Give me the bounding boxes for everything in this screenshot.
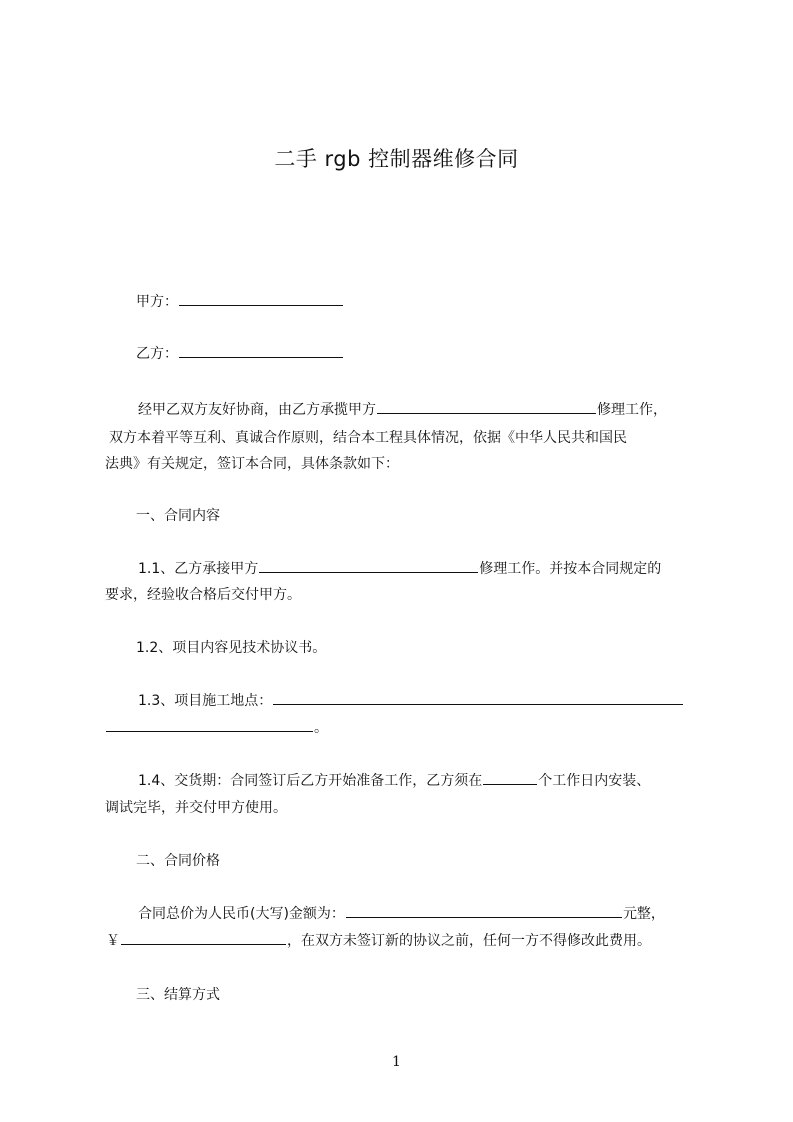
intro-line-3: 法典》有关规定，签订本合同，具体条款如下： [105,456,399,472]
clause-1-1-blank [259,558,478,573]
clause-1-3-text: 1.3、项目施工地点： [138,693,273,709]
section-1-heading: 一、合同内容 [136,508,220,524]
section-3-heading: 三、结算方式 [136,987,220,1003]
clause-1-1-text-a: 1.1、乙方承接甲方 [138,561,259,577]
clause-1-3-line-2 [105,715,715,741]
clause-1-4-days-blank [483,770,537,785]
price-words-blank [346,903,622,918]
clause-1-3-line-1 [138,688,748,714]
clause-1-4-text-a: 1.4、交货期：合同签订后乙方开始准备工作，乙方须在 [138,773,483,789]
clause-1-1-line-2: 要求，经验收合格后交付甲方。 [105,587,301,603]
clause-1-4-line-2: 调试完毕，并交付甲方使用。 [105,800,287,816]
intro-line-1 [138,397,748,423]
intro-text-1a: 经甲乙双方友好协商，由乙方承揽甲方 [138,402,376,418]
page-number: 1 [392,1054,401,1070]
price-line-2 [106,928,716,954]
clause-1-1-line-1 [138,556,748,582]
intro-text-1b: 修理工作， [597,402,667,418]
price-text-a: 合同总价为人民币(大写)金额为： [138,906,345,922]
price-text-c: ，在双方未签订新的协议之前，任何一方不得修改此费用。 [287,933,651,949]
party-a-label: 甲方： [136,294,178,310]
clause-1-3-blank-1 [273,690,683,705]
clause-1-4-line-1 [138,768,748,794]
clause-1-4-text-b: 个工作日内安装、 [538,773,651,789]
party-a-blank [179,291,343,306]
price-yuan-symbol: ￥ [106,933,120,949]
price-number-blank [121,930,286,945]
clause-1-1-text-b: 修理工作。并按本合同规定的 [479,561,662,577]
price-line-1 [138,901,748,927]
clause-1-2: 1.2、项目内容见技术协议书。 [136,640,327,656]
document-title: 二手 rgb 控制器维修合同 [274,147,519,171]
clause-1-3-blank-2 [106,717,313,732]
intro-project-blank [377,399,596,414]
clause-1-3-end: 。 [314,720,328,736]
party-b-line [136,341,746,367]
intro-line-2: 双方本着平等互利、真诚合作原则，结合本工程具体情况，依据《中华人民共和国民 [109,430,627,446]
price-text-b: 元整， [622,906,665,922]
party-b-blank [179,343,343,358]
section-2-heading: 二、合同价格 [136,853,220,869]
party-a-line [136,289,746,315]
party-b-label: 乙方： [136,346,178,362]
